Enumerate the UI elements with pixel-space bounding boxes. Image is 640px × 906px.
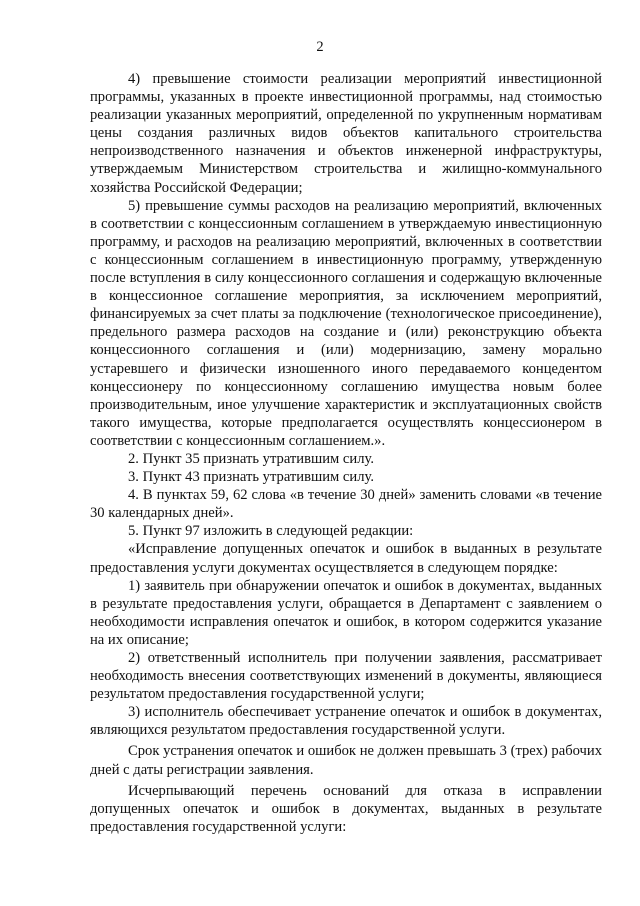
paragraph-point-4: 4. В пунктах 59, 62 слова «в течение 30 дней» заменить словами «в течение 30 календарных дней». xyxy=(90,487,602,522)
paragraph-deadline: Срок устранения опечаток и ошибок не должен превышать 3 (трех) рабочих дней с даты регистрации заявления. xyxy=(90,743,602,778)
page-number: 2 xyxy=(316,39,324,55)
paragraph-point-2: 2. Пункт 35 признать утратившим силу. xyxy=(128,450,374,467)
paragraph-item-4: 4) превышение стоимости реализации мероприятий инвестиционной программы, указанных в проекте инвестиционной программы, над стоимостью реализации указанных мероприятий, определенной по укрупненным нормативам цены создания различных видов объектов капитального строительства непроизводственного назначения и объектов инженерной инфраструктуры, утверждаемым Министерством строительства и жилищно-коммунального хозяйства Российской Федерации; xyxy=(90,71,602,196)
paragraph-item-5: 5) превышение суммы расходов на реализацию мероприятий, включенных в соответствии с концессионным соглашением в утверждаемую инвестиционную программу, и расходов на реализацию мероприятий, включенных в соответствии с концессионным соглашением в инвестиционную программу, утвержденную после вступления в силу концессионного соглашения и содержащую включенные в концессионное соглашение мероприятия, за исключением мероприятий, финансируемых за счет платы за подключение (технологическое присоединение), предельного размера расходов на создание и (или) реконструкцию объекта концессионного соглашения и (или) модернизацию, замену морально устаревшего и физически изношенного иного передаваемого концедентом концессионеру по концессионному соглашению имущества новым более производительным, иное улучшение характеристик и эксплуатационных свойств такого имущества, которые предполагается осуществлять концессионером в соответствии с концессионным соглашением.». xyxy=(90,197,602,449)
paragraph-point-5: 5. Пункт 97 изложить в следующей редакции: xyxy=(128,523,414,540)
paragraph-step-3: 3) исполнитель обеспечивает устранение опечаток и ошибок в документах, являющихся результатом предоставления государственной услуги. xyxy=(90,704,602,739)
paragraph-correction-intro: «Исправление допущенных опечаток и ошибок в выданных в результате предоставления услуги документах осуществляется в следующем порядке: xyxy=(90,541,602,576)
paragraph-step-2: 2) ответственный исполнитель при получении заявления, рассматривает необходимость внесения соответствующих изменений в документы, являющиеся результатом предоставления государственной услуги; xyxy=(90,650,602,703)
paragraph-step-1: 1) заявитель при обнаружении опечаток и ошибок в документах, выданных в результате предоставления услуги, обращается в Департамент с заявлением о необходимости исправления опечаток и ошибок, в котором содержится указание на их описание; xyxy=(90,577,602,648)
paragraph-refusal-grounds: Исчерпывающий перечень оснований для отказа в исправлении допущенных опечаток и ошибок в документах, выданных в результате предоставления государственной услуги: xyxy=(90,782,602,835)
paragraph-point-3: 3. Пункт 43 признать утратившим силу. xyxy=(128,469,374,486)
document-body xyxy=(90,70,602,836)
